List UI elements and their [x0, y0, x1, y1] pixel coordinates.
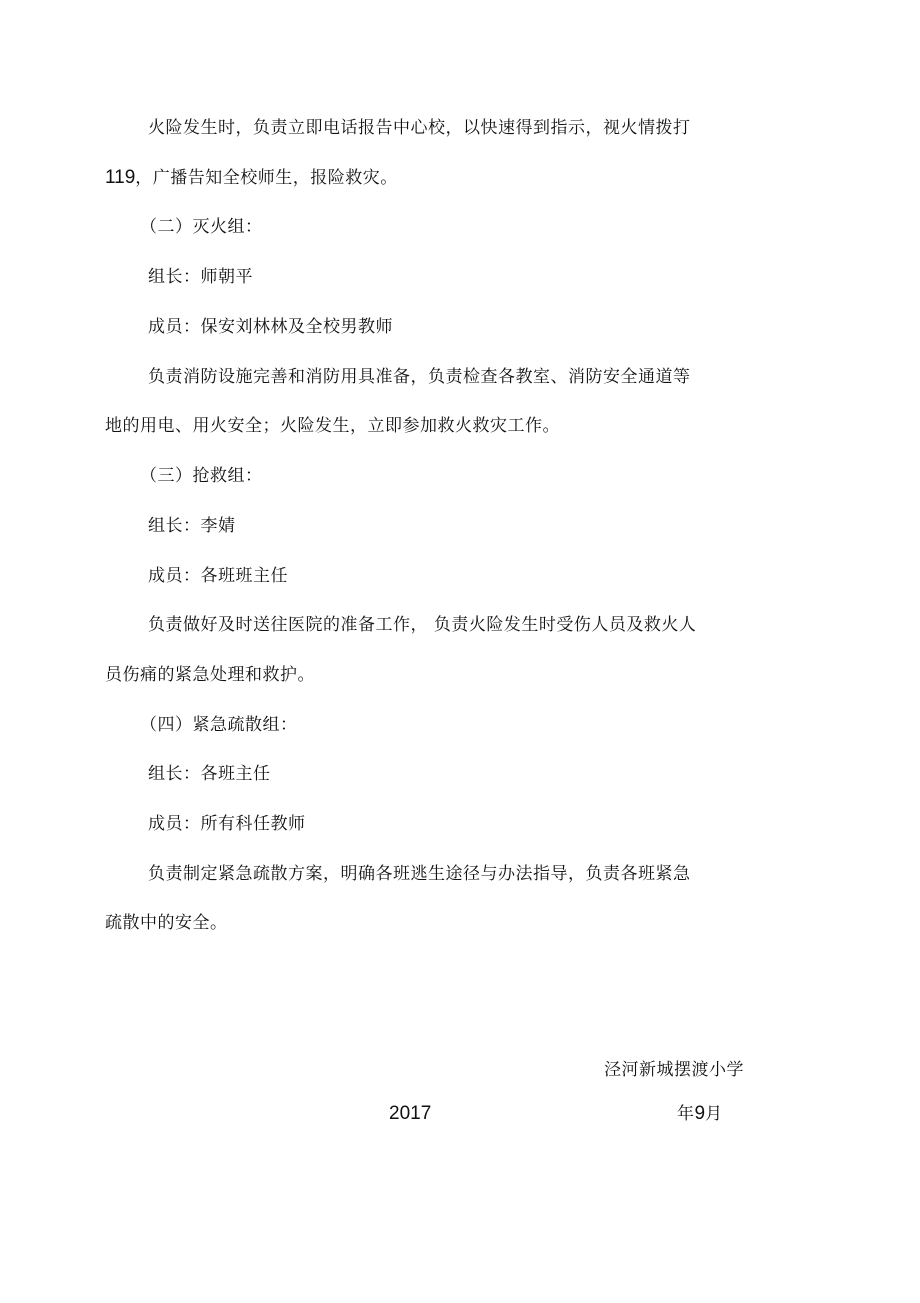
evacuation-duty-line-2: 疏散中的安全。	[105, 913, 228, 933]
signature-month	[677, 1104, 723, 1124]
fire-fighting-duty-line-1: 负责消防设施完善和消防用具准备，负责检查各教室、消防安全通道等	[148, 367, 691, 387]
evacuation-duty-line-1: 负责制定紧急疏散方案，明确各班逃生途径与办法指导，负责各班紧急	[148, 864, 691, 884]
paragraph-intro-line-2	[105, 168, 398, 188]
section-heading-rescue: （三）抢救组：	[140, 466, 263, 486]
fire-fighting-members: 成员：保安刘林林及全校男教师	[148, 317, 393, 337]
rescue-duty-line-2: 员伤痛的紧急处理和救护。	[105, 665, 315, 685]
rescue-members: 成员：各班班主任	[148, 566, 288, 586]
evacuation-members: 成员：所有科任教师	[148, 814, 306, 834]
evacuation-leader: 组长：各班主任	[148, 764, 271, 784]
section-heading-fire-fighting: （二）灭火组：	[140, 217, 263, 237]
signature-organization: 泾河新城摆渡小学	[604, 1060, 744, 1080]
section-heading-evacuation: （四）紧急疏散组：	[140, 715, 298, 735]
fire-fighting-leader: 组长：师朝平	[148, 267, 253, 287]
paragraph-intro-line-1: 火险发生时，负责立即电话报告中心校，以快速得到指示，视火情拨打	[148, 118, 691, 138]
month-suffix: 月	[705, 1104, 723, 1124]
signature-year: 2017	[389, 1103, 432, 1124]
month-number: 9	[694, 1103, 706, 1124]
paragraph-intro-line-2-text: ，广播告知全校师生，报险救灾。	[135, 168, 398, 188]
year-suffix: 年	[677, 1104, 695, 1124]
rescue-duty-line-1: 负责做好及时送往医院的准备工作， 负责火险发生时受伤人员及救火人	[148, 615, 697, 635]
fire-fighting-duty-line-2: 地的用电、用火安全；火险发生，立即参加救火救灾工作。	[105, 416, 560, 436]
rescue-leader: 组长：李婧	[148, 516, 236, 536]
emergency-number: 119	[105, 167, 136, 188]
